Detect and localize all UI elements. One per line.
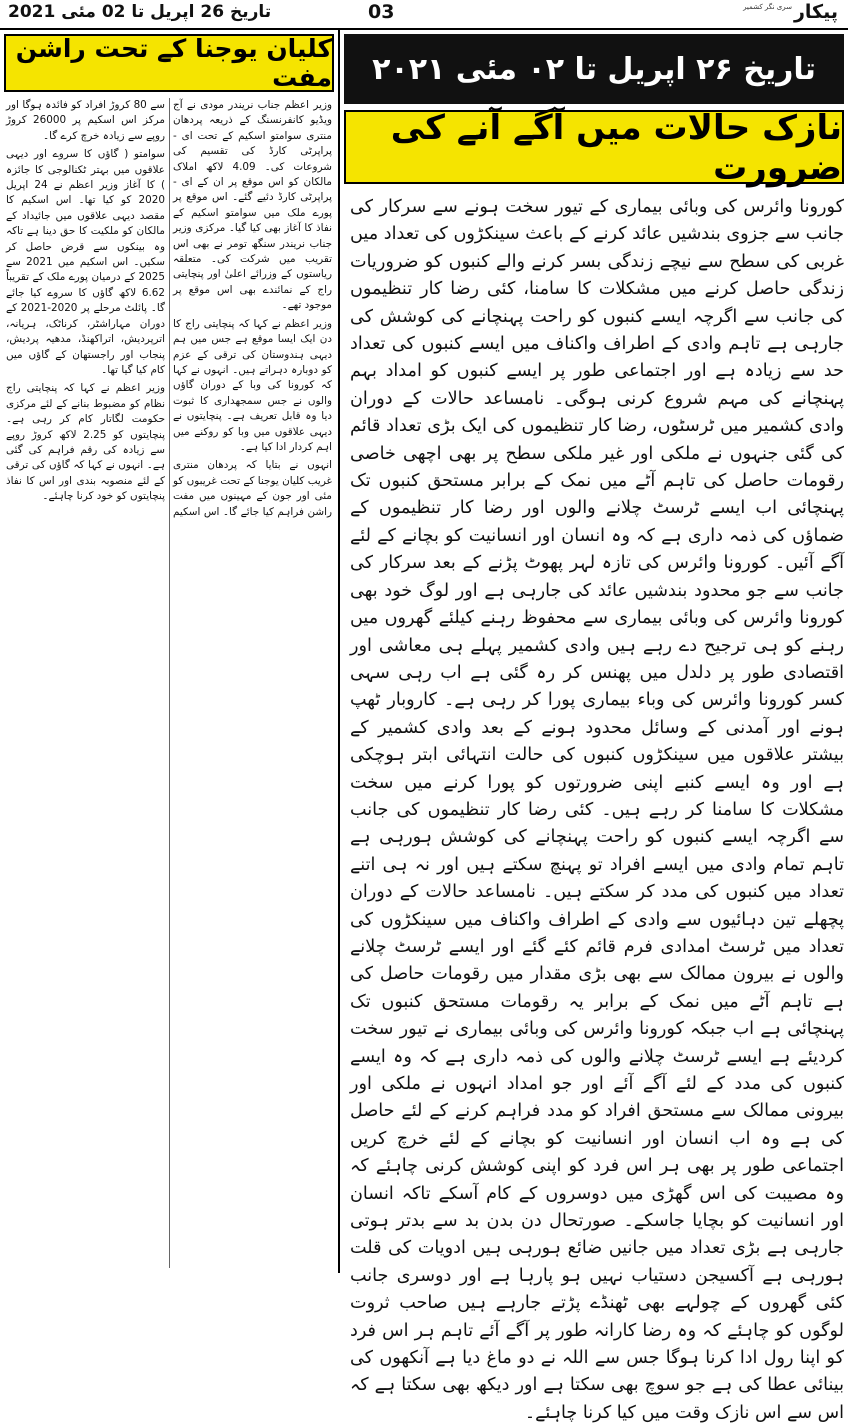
left-article-body [6,98,332,1268]
left-paragraph-2: وزیر اعظم نے کہا کہ پنچایتی راج کا دن ایک ایسا موقع ہے جس میں ہم دیہی ہندوستان کی ترقی کے عزم کو دوبارہ دہراتے ہیں۔ انہوں نے کہا کہ کورونا کی وبا کے دوران گاؤں والوں نے جس سمجھداری کا ثبوت دیا وہ قابل تعریف ہے۔ پنچایتوں نے دیہی علاقوں میں وبا کو روکنے میں اہم کردار ادا کیا ہے۔ [173,317,332,453]
logo-text: پیکار [793,1,838,23]
main-paragraph-1: کورونا وائرس کی وبائی بیماری کے تیور سخت ہونے سے سرکار کی جانب سے جزوی بندشیں عائد کرنے کے باعث سینکڑوں کی تعداد میں غربی کی سطح سے نیچے زندگی بسر کرنے والے کنبوں کو ضروریات زندگی حاصل کرنے میں مشکلات کا سامنا، کئی رضا کار تنظیموں کی جانب سے اگرچہ ایسے کنبوں کو راحت پہنچانے کی کوشش کی جارہی ہے تاہم وادی کے اطراف واکناف میں ایسے کنبوں کی تعداد حد سے زیادہ ہے اور اجتماعی طور پر ایسے کنبوں کو امداد بہم پہنچانے کی مہم شروع کرنی ہوگی۔ نامساعد حالات کے دوران وادی کشمیر میں ٹرسٹوں، رضا کار تنظیموں کی ایک بڑی تعداد قائم کی گئی جنہوں نے ملکی اور غیر ملکی سطح پر بھی اچھی خاصی رقومات حاصل کی تاہم آٹے میں نمک کے برابر مستحق کنبوں تک پہنچائی اب ایسے ٹرسٹ چلانے والوں اور رضا کار تنظیموں کے ضماؤں کی ذمہ داری ہے کہ وہ انسان اور انسانیت کو بچانے کے لئے آگے آئیں۔ کورونا وائرس کی تازہ لہر پھوٹ پڑنے کے بعد سرکار کی جانب سے جو محدود بندشیں عائد کی جارہی ہے اور لوگ خود بھی کورونا وائرس کی وبائی بیماری سے محفوظ رہنے کیلئے گھروں میں رہنے کو ہی ترجیح دے رہے ہیں وادی کشمیر پہلے ہی معاشی اور اقتصادی طور پر دلدل میں پھنس کر رہ گئی ہے اب رہی سہی کسر کورونا وائرس کی وباء بیماری پورا کر رہی ہے۔ کاروبار ٹھپ ہونے اور آمدنی کے وسائل محدود ہونے کے بعد وادی کشمیر کے بیشتر علاقوں میں سینکڑوں کنبوں کی حالت انتہائی ابتر ہوچکی ہے اور وہ ایسے کنبے اپنی ضرورتوں کو پورا کرنے میں سخت مشکلات کا سامنا کر رہے ہیں۔ کئی رضا کار تنظیموں کی جانب سے اگرچہ ایسے کنبوں کو راحت پہنچانے کی کوشش ہورہی ہے تاہم تمام وادی میں ایسے افراد تو پہنچ سکتے ہیں اور نہ ہی اتنے تعداد میں کنبوں کی مدد کر سکتے ہیں۔ نامساعد حالات کے دوران پچھلے تین دہائیوں سے وادی کے اطراف واکناف میں سینکڑوں کی تعداد میں ٹرسٹ امدادی فرم قائم کئے گئے اور ایسے ٹرسٹ چلانے والوں نے بیرون ممالک سے بھی بڑی مقدار میں رقومات حاصل کی ہے تاہم آٹے میں نمک کے برابر یہ رقومات مستحق کنبوں تک پہنچائی ہے اب جبکہ کورونا وائرس کی وبائی بیماری نے تیور سخت کردیئے ہے ایسے ٹرسٹ چلانے والوں کی ذمہ داری ہے کہ وہ ایسے کنبوں کی مدد کے لئے آگے آئے اور جو امداد انہوں نے ملکی اور بیرونی ممالک سے مستحق افراد کو مدد فراہم کرنے کے لئے حاصل کی ہے وہ اب انسان اور انسانیت کو بچانے کے لئے خرچ کریں اجتماعی طور پر بھی ہر اس فرد کو اپنی کوشش کرنی چاہئے کہ وہ مصیبت کی اس گھڑی میں دوسروں کے کام آسکے تاکہ انسان اور انسانیت کو بچایا جاسکے۔ صورتحال دن بدن بد سے بدتر ہوتی جارہی ہے بڑی تعداد میں جانیں ضائع ہورہی ہیں ادویات کی قلت ہورہی ہے آکسیجن دستیاب نہیں ہو پارہا ہے اور دوسری جانب کئی گھروں کے چولہے بھی ٹھنڈے پڑتے جارہے ہیں صاحب ثروت لوگوں کو چاہئے کہ وہ رضا کارانہ طور پر آگے آئے تاہم ہر اس فرد کو اپنا رول ادا کرنا ہوگا جس سے اللہ نے دو ماغ دیا ہے آنکھوں کی بینائی عطا کی ہے جو سوچ بھی سکتا ہے اور دیکھ بھی سکتا ہے کہ اس سے اس نازک وقت میں کیا کرنا چاہئے۔ [350,197,844,1423]
logo-tagline: سری نگر کشمیر [743,3,792,11]
left-paragraph-4: سوامتو ( گاؤں کا سروے اور دیہی علاقوں میں بہتر ٹکنالوجی کا جائزہ ) کا آغاز وزیر اعظم نے 24 اپریل 2020 کو کیا تھا۔ اس اسکیم کا مقصد دیہی علاقوں میں جائیداد کے مالکان کو ملکیت کا حق دینا ہے تاکہ وہ بینکوں سے قرض حاصل کر سکیں۔ اس اسکیم میں 2021 سے 2025 کے درمیان پورے ملک کے تقریباً 6.62 لاکھ گاؤں کا سروے کیا جائے گا۔ پائلٹ مرحلے پر 2020-2021 کے دوران مہاراشٹر، کرناٹک، ہریانہ، اترپردیش، اتراکھنڈ، مدھیہ پردیش، پنجاب اور راجستھان کے گاؤں میں کام کیا گیا تھا۔ [6,148,166,376]
date-banner [344,34,844,104]
left-article-headline-box [4,34,334,92]
main-headline-box [344,107,844,188]
main-article-body [350,194,844,1423]
newspaper-logo [676,3,838,25]
page-number: 03 [368,1,395,23]
left-paragraph-3: انہوں نے بتایا کہ پردھان منتری غریب کلیان یوجنا کے تحت غریبوں کو مئی اور جون کے مہینوں میں مفت راشن فراہم کیا جائے گا۔ اس اسکیم سے 80 کروڑ افراد کو فائدہ ہوگا اور مرکز اس اسکیم پر 26000 کروڑ روپے سے زیادہ خرچ کرے گا۔ [6,99,332,518]
main-headline: نازک حالات میں آگے آنے کی ضرورت [390,107,842,188]
left-paragraph-5: وزیر اعظم نے کہا کہ پنچایتی راج نظام کو مضبوط بنانے کے لئے مرکزی حکومت لگاتار کام کر رہی ہے۔ پنچایتوں کو 2.25 لاکھ کروڑ روپے سے زیادہ کی رقم فراہم کی گئی ہے۔ انہوں نے کہا کہ گاؤں کی ترقی کے لئے منصوبہ بندی اور اس کا نفاذ پنچایتوں کو خود کرنا چاہئے۔ [6,382,165,503]
left-paragraph-1: وزیر اعظم جناب نریندر مودی نے آج ویڈیو کانفرنسنگ کے ذریعہ پردھان منتری سوامتو اسکیم کے تحت ای - پراپرٹی کارڈ کی تقسیم کی شروعات کی۔ 4.09 لاکھ املاک مالکان کو اس موقع پر ان کے ای - پراپرٹی کارڈ دئیے گئے۔ اس موقع پر پورے ملک میں سوامتو اسکیم کے نفاذ کا آغاز بھی کیا گیا۔ مرکزی وزیر جناب نریندر سنگھ تومر نے بھی اس تقریب میں شرکت کی۔ متعلقہ ریاستوں کے وزرائے اعلیٰ اور پنچایتی راج کے نمائندے بھی اس موقع پر موجود تھے۔ [173,99,333,312]
left-article [0,30,340,1273]
main-article [340,30,848,1423]
left-article-headline: کلیان یوجنا کے تحت راشن مفت [15,34,332,92]
masthead-strip [0,0,848,30]
issue-date: تاریخ 26 اپریل تا 02 مئی 2021 [8,2,272,22]
date-banner-text: تاریخ ۲۶ اپریل تا ۰۲ مئی ۲۰۲۱ [372,51,816,87]
